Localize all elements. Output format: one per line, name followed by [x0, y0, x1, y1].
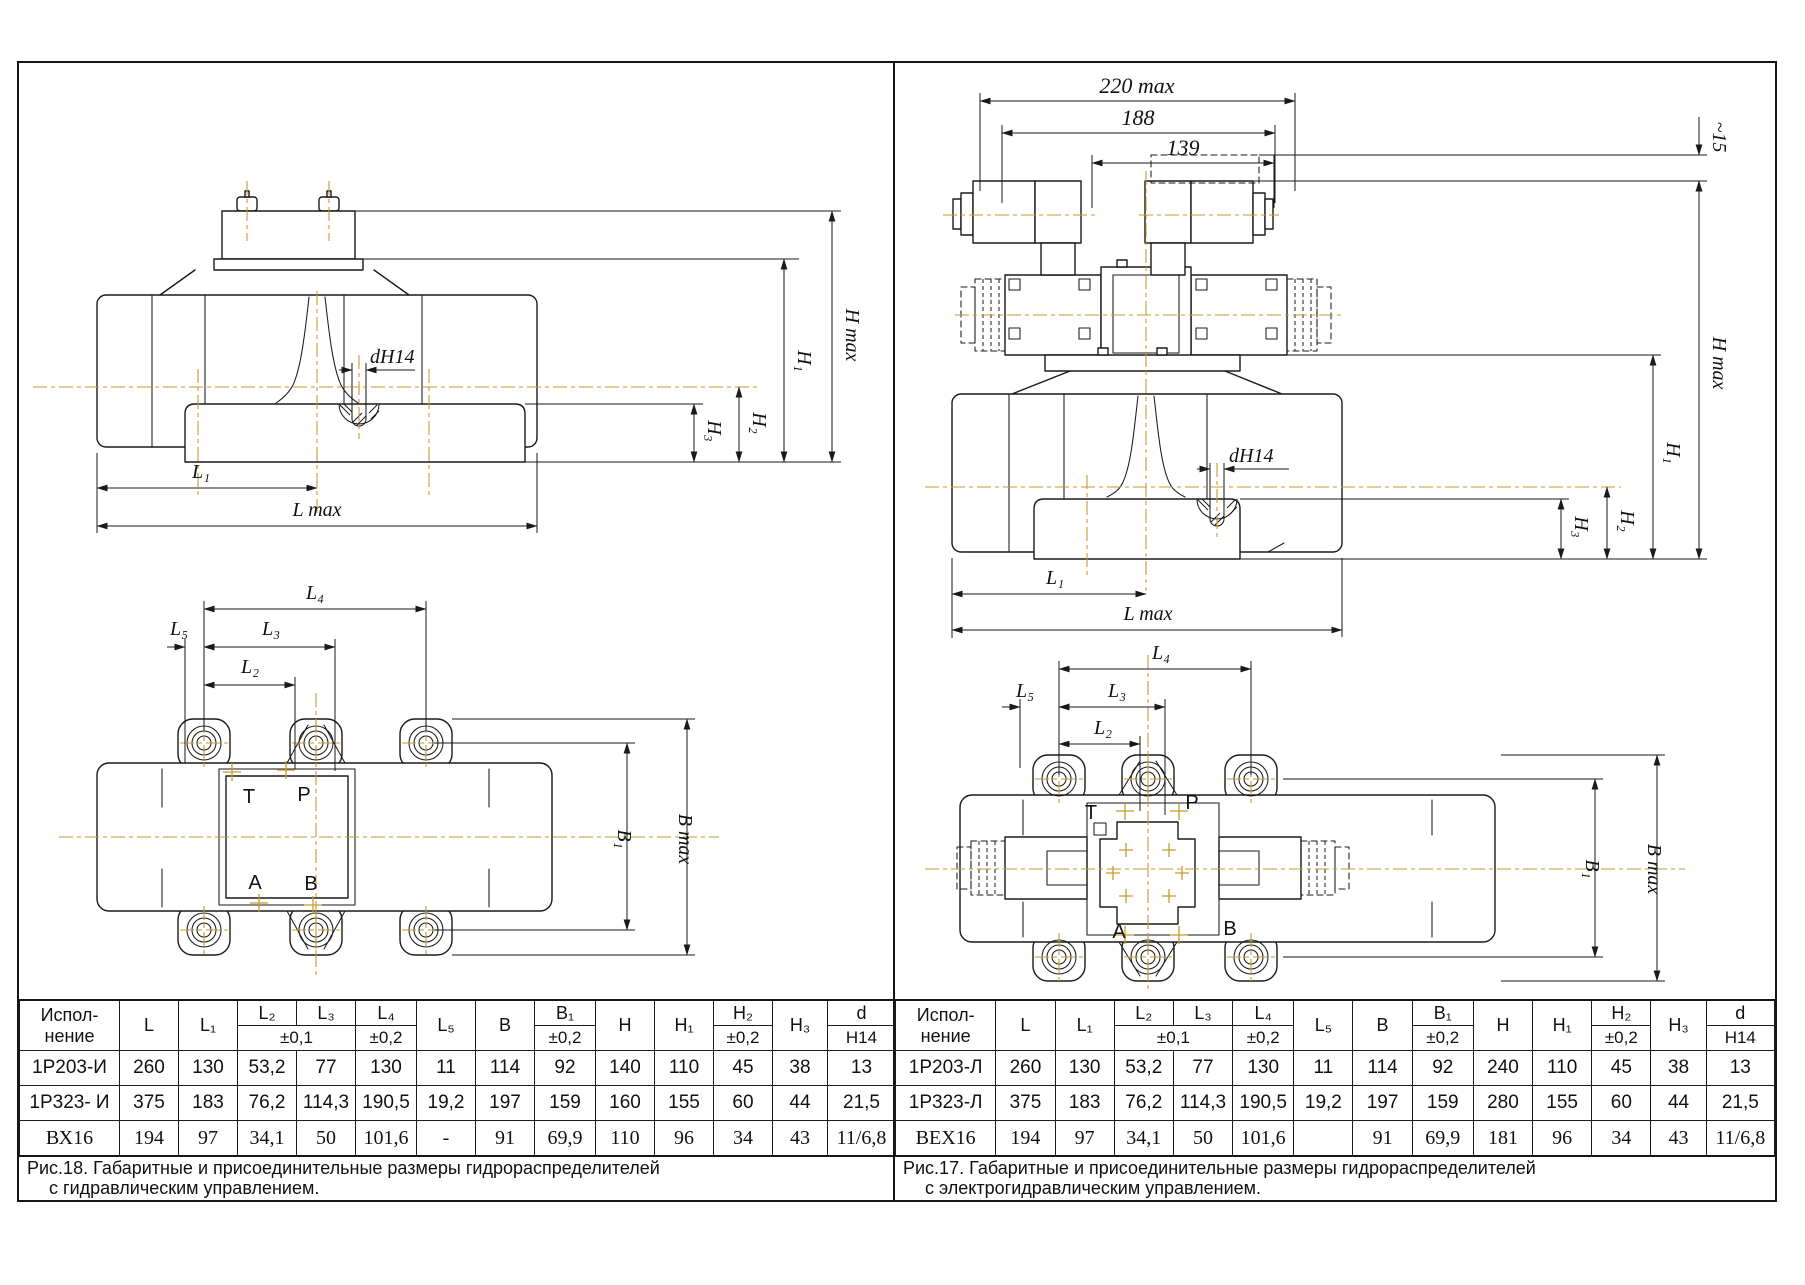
caption-fig18-line2: с гидравлическим управлением. — [49, 1178, 320, 1198]
table-cell: 110 — [596, 1121, 655, 1157]
caption-fig17-line1: Рис.17. Габаритные и присоединительные размеры гидрораспределителей — [903, 1158, 1536, 1178]
table-cell: 77 — [1173, 1051, 1232, 1086]
header-B1: B₁ — [1412, 1000, 1473, 1026]
table-cell: 110 — [1533, 1051, 1592, 1086]
header-L3: L₃ — [297, 1000, 356, 1026]
header-model: Испол- нение — [896, 1000, 996, 1051]
table-cell: 34 — [714, 1121, 773, 1157]
spec-table-right — [895, 999, 1775, 1157]
table-cell: 114,3 — [1173, 1086, 1232, 1121]
table-cell: 159 — [535, 1086, 596, 1121]
table-cell: 43 — [1651, 1121, 1706, 1157]
header-L: L — [996, 1000, 1055, 1051]
table-cell: 11/6,8 — [828, 1121, 896, 1157]
table-cell: 44 — [1651, 1086, 1706, 1121]
table-cell: 44 — [773, 1086, 828, 1121]
dim-label-15: ~15 — [1708, 121, 1730, 153]
table-cell: 240 — [1473, 1051, 1532, 1086]
dim-label-l5: L₅ — [169, 618, 189, 640]
header-B: B — [1353, 1000, 1412, 1051]
table-cell: 91 — [1353, 1121, 1412, 1157]
table-cell: 45 — [1592, 1051, 1651, 1086]
figure-17-panel — [895, 63, 1777, 999]
table-cell: 45 — [714, 1051, 773, 1086]
dim-label-220max: 220 max — [1099, 73, 1175, 98]
spec-table-left — [19, 999, 896, 1157]
figure-18-panel — [19, 63, 895, 999]
figure-18-drawing — [19, 63, 895, 999]
port-label-p: P — [297, 784, 311, 806]
dim-label-188: 188 — [1121, 105, 1155, 130]
header-tol-02-h2: ±0,2 — [714, 1026, 773, 1051]
figure-17-drawing — [895, 63, 1777, 999]
drawing-sheet — [17, 61, 1777, 1202]
table-cell: 183 — [179, 1086, 238, 1121]
header-B: B — [476, 1000, 535, 1051]
table-cell: 53,2 — [1114, 1051, 1173, 1086]
table-cell: 280 — [1473, 1086, 1532, 1121]
dim-label-hmax: H max — [1708, 336, 1730, 390]
table-cell: 159 — [1412, 1086, 1473, 1121]
table-cell: 130 — [1055, 1051, 1114, 1086]
dim-label-h1: H₁ — [793, 350, 815, 372]
table-cell: 21,5 — [1706, 1086, 1774, 1121]
table-cell: 11 — [1294, 1051, 1353, 1086]
port-label-a: A — [248, 872, 262, 894]
header-h14: Н14 — [828, 1026, 896, 1051]
table-row — [20, 1086, 896, 1121]
main-valve-side — [952, 348, 1342, 559]
dim-label-dh14: dН14 — [1229, 445, 1274, 467]
dim-label-h3: H₃ — [703, 420, 725, 442]
table-cell: 183 — [1055, 1086, 1114, 1121]
table-cell: 13 — [828, 1051, 896, 1086]
table-cell: 114 — [476, 1051, 535, 1086]
table-cell: 96 — [655, 1121, 714, 1157]
table-cell — [1294, 1121, 1353, 1157]
header-L2: L₂ — [1114, 1000, 1173, 1026]
header-L4: L₄ — [1233, 1000, 1294, 1026]
table-cell: 13 — [1706, 1051, 1774, 1086]
table-cell: 1Р323-Л — [896, 1086, 996, 1121]
header-tol-02-l4: ±0,2 — [356, 1026, 417, 1051]
header-model: Испол- нение — [20, 1000, 120, 1051]
table-cell: 190,5 — [1233, 1086, 1294, 1121]
table-cell: 97 — [179, 1121, 238, 1157]
header-L: L — [120, 1000, 179, 1051]
header-tol-01: ±0,1 — [238, 1026, 356, 1051]
table-row — [896, 1121, 1775, 1157]
dim-label-bmax: B max — [674, 813, 696, 865]
table-cell: ВЕХ16 — [896, 1121, 996, 1157]
table-cell: 69,9 — [1412, 1121, 1473, 1157]
table-cell: 60 — [1592, 1086, 1651, 1121]
table-cell: 21,5 — [828, 1086, 896, 1121]
table-row — [20, 1051, 896, 1086]
dim-label-b1: B₁ — [1581, 859, 1603, 879]
table-cell: 92 — [535, 1051, 596, 1086]
dim-label-l3: L₃ — [1107, 680, 1127, 702]
dim-label-h2: H₂ — [748, 412, 770, 434]
caption-fig17-line2: с электрогидравлическим управлением. — [925, 1178, 1262, 1198]
port-label-t: T — [242, 786, 256, 808]
table-cell: 197 — [1353, 1086, 1412, 1121]
dim-label-lmax: L max — [1123, 603, 1173, 625]
table-cell: 101,6 — [1233, 1121, 1294, 1157]
table-cell: 34 — [1592, 1121, 1651, 1157]
dim-label-l2: L₂ — [240, 656, 260, 678]
header-tol-02-b1: ±0,2 — [1412, 1026, 1473, 1051]
header-tol-02-b1: ±0,2 — [535, 1026, 596, 1051]
table-cell: 130 — [179, 1051, 238, 1086]
table-cell: 19,2 — [1294, 1086, 1353, 1121]
table-row — [896, 1051, 1775, 1086]
caption-fig18-line1: Рис.18. Габаритные и присоединительные размеры гидрораспределителей — [27, 1158, 660, 1178]
table-cell: 19,2 — [417, 1086, 476, 1121]
table-cell: 194 — [996, 1121, 1055, 1157]
table-cell: 60 — [714, 1086, 773, 1121]
dim-label-l1: L₁ — [1045, 567, 1065, 589]
table-row — [20, 1121, 896, 1157]
dim-label-h1: H₁ — [1662, 442, 1684, 464]
header-L3: L₃ — [1173, 1000, 1232, 1026]
dim-label-lmax: L max — [292, 499, 342, 521]
port-label-a: A — [1112, 921, 1126, 943]
table-cell: 130 — [1233, 1051, 1294, 1086]
header-L5: L₅ — [417, 1000, 476, 1051]
dim-label-h3: H₃ — [1570, 516, 1592, 538]
dim-label-bmax: B max — [1643, 843, 1665, 895]
header-L1: L₁ — [179, 1000, 238, 1051]
table-cell: 77 — [297, 1051, 356, 1086]
header-d: d — [828, 1000, 896, 1026]
dim-label-h2: H₂ — [1616, 510, 1638, 532]
header-L5: L₅ — [1294, 1000, 1353, 1051]
table-cell: 375 — [996, 1086, 1055, 1121]
table-cell: 130 — [356, 1051, 417, 1086]
header-L4: L₄ — [356, 1000, 417, 1026]
table-cell: 34,1 — [1114, 1121, 1173, 1157]
table-cell: 1Р323- И — [20, 1086, 120, 1121]
header-tol-02-l4: ±0,2 — [1233, 1026, 1294, 1051]
header-h14: Н14 — [1706, 1026, 1774, 1051]
header-H: H — [596, 1000, 655, 1051]
dim-label-l3: L₃ — [261, 618, 281, 640]
table-cell: 97 — [1055, 1121, 1114, 1157]
table-cell: 114,3 — [297, 1086, 356, 1121]
table-cell: 91 — [476, 1121, 535, 1157]
spec-table-right-wrap — [895, 999, 1775, 1157]
header-tol-01: ±0,1 — [1114, 1026, 1232, 1051]
header-L2: L₂ — [238, 1000, 297, 1026]
table-cell: 50 — [1173, 1121, 1232, 1157]
spec-table-left-wrap — [19, 999, 895, 1157]
header-H3: H₃ — [773, 1000, 828, 1051]
table-cell: 155 — [655, 1086, 714, 1121]
table-cell: 114 — [1353, 1051, 1412, 1086]
table-cell: 11/6,8 — [1706, 1121, 1774, 1157]
dim-label-139: 139 — [1166, 135, 1200, 160]
dim-label-l5: L₅ — [1015, 680, 1035, 702]
caption-fig17 — [895, 1157, 1775, 1200]
table-cell: 34,1 — [238, 1121, 297, 1157]
table-cell: 194 — [120, 1121, 179, 1157]
table-cell: 110 — [655, 1051, 714, 1086]
dim-label-b1: B₁ — [613, 829, 635, 849]
table-cell: ВХ16 — [20, 1121, 120, 1157]
dim-label-l1: L₁ — [191, 461, 211, 483]
table-cell: 76,2 — [238, 1086, 297, 1121]
header-H1: H₁ — [655, 1000, 714, 1051]
figures-row — [19, 63, 1775, 999]
table-cell: 197 — [476, 1086, 535, 1121]
tables-row — [19, 999, 1775, 1157]
caption-fig18 — [19, 1157, 895, 1200]
dim-label-l4: L₄ — [1151, 642, 1171, 664]
header-H2: H₂ — [714, 1000, 773, 1026]
table-cell: 181 — [1473, 1121, 1532, 1157]
header-d: d — [1706, 1000, 1774, 1026]
table-cell: 155 — [1533, 1086, 1592, 1121]
dim-label-l2: L₂ — [1093, 717, 1113, 739]
table-cell: 260 — [996, 1051, 1055, 1086]
header-tol-02-h2: ±0,2 — [1592, 1026, 1651, 1051]
top-view — [957, 755, 1495, 981]
table-row — [896, 1086, 1775, 1121]
dim-label-hmax: H max — [841, 308, 863, 362]
port-label-p: P — [1185, 792, 1199, 814]
header-H: H — [1473, 1000, 1532, 1051]
table-cell: 1Р203-Л — [896, 1051, 996, 1086]
table-cell: 92 — [1412, 1051, 1473, 1086]
port-label-b: B — [304, 873, 318, 895]
table-cell: 190,5 — [356, 1086, 417, 1121]
table-cell: 69,9 — [535, 1121, 596, 1157]
table-cell: 160 — [596, 1086, 655, 1121]
table-cell: 38 — [773, 1051, 828, 1086]
dim-label-dh14: dН14 — [370, 346, 415, 368]
table-cell: 76,2 — [1114, 1086, 1173, 1121]
table-cell: 38 — [1651, 1051, 1706, 1086]
table-cell: 11 — [417, 1051, 476, 1086]
dim-label-l4: L₄ — [305, 582, 325, 604]
header-L1: L₁ — [1055, 1000, 1114, 1051]
header-B1: B₁ — [535, 1000, 596, 1026]
table-cell: 101,6 — [356, 1121, 417, 1157]
header-H3: H₃ — [1651, 1000, 1706, 1051]
table-cell: 96 — [1533, 1121, 1592, 1157]
table-cell: 260 — [120, 1051, 179, 1086]
port-label-t: T — [1084, 802, 1098, 824]
table-cell: 50 — [297, 1121, 356, 1157]
table-cell: 1Р203-И — [20, 1051, 120, 1086]
table-cell: 375 — [120, 1086, 179, 1121]
table-cell: 140 — [596, 1051, 655, 1086]
port-label-b: B — [1223, 918, 1237, 940]
table-cell: 53,2 — [238, 1051, 297, 1086]
table-cell: - — [417, 1121, 476, 1157]
table-cell: 43 — [773, 1121, 828, 1157]
header-H2: H₂ — [1592, 1000, 1651, 1026]
captions-row — [19, 1157, 1775, 1200]
header-H1: H₁ — [1533, 1000, 1592, 1051]
